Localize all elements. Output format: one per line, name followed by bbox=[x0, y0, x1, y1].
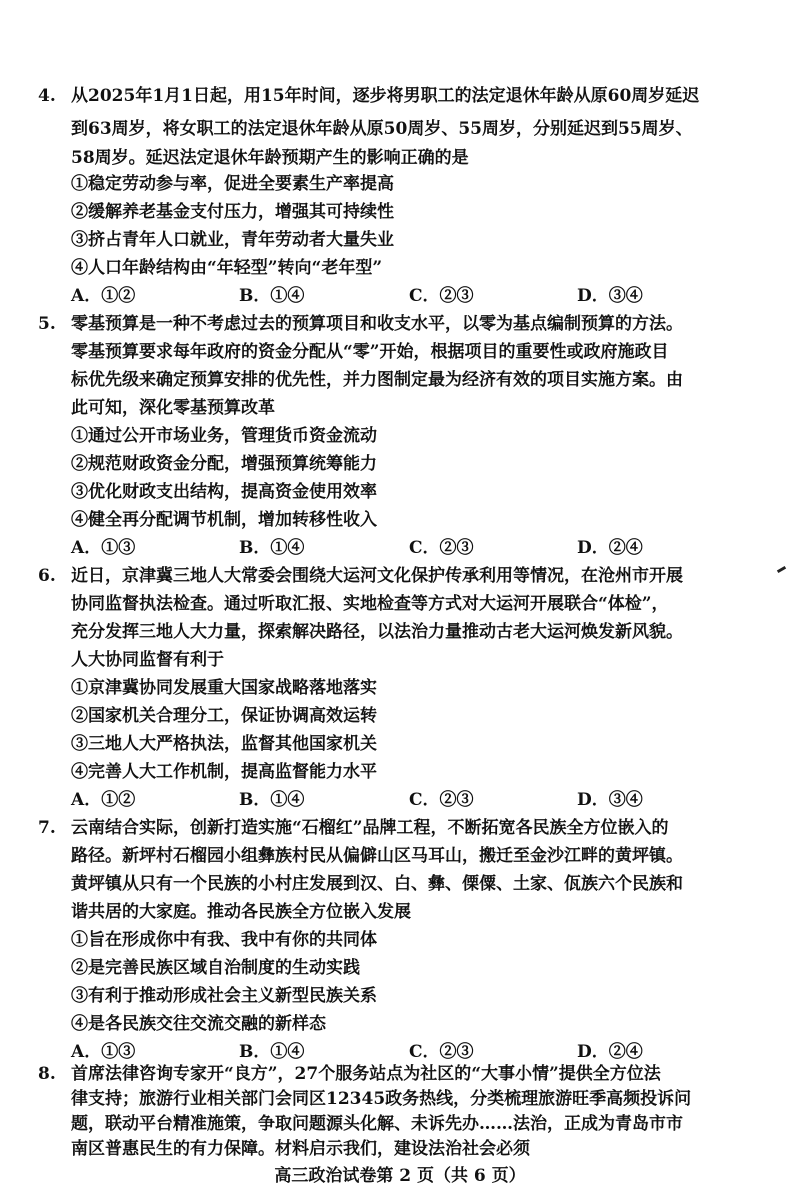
q5-stem-line-3: 标优先级来确定预算安排的优先性，并力图制定最为经济有效的项目实施方案。由 bbox=[71, 370, 683, 390]
q6-choices bbox=[71, 788, 771, 812]
q6-option-1: ①京津冀协同发展重大国家战略落地落实 bbox=[71, 678, 377, 698]
q4-option-1: ①稳定劳动参与率，促进全要素生产率提高 bbox=[71, 174, 394, 194]
q8-number: 8. bbox=[38, 1064, 56, 1084]
scan-mark bbox=[777, 566, 786, 573]
q5-choice-c: C．②③ bbox=[409, 538, 474, 558]
q4-stem-line-2: 到63周岁，将女职工的法定退休年龄从原50周岁、55周岁，分别延迟到55周岁、 bbox=[71, 119, 693, 139]
q4-number: 4. bbox=[38, 86, 56, 106]
q5-choices bbox=[71, 536, 771, 560]
q6-stem-line-2: 协同监督执法检查。通过听取汇报、实地检查等方式对大运河开展联合“体检”， bbox=[71, 594, 669, 614]
q4-option-4: ④人口年龄结构由“年轻型”转向“老年型” bbox=[71, 258, 383, 278]
q6-stem-line-1: 6. 近日，京津冀三地人大常委会围绕大运河文化保护传承利用等情况，在沧州市开展 bbox=[38, 566, 683, 586]
q7-stem-line-3: 黄坪镇从只有一个民族的小村庄发展到汉、白、彝、傈僳、土家、佤族六个民族和 bbox=[71, 874, 683, 894]
q5-option-4: ④健全再分配调节机制，增加转移性收入 bbox=[71, 510, 377, 530]
q7-stem-line-1: 7. 云南结合实际，创新打造实施“石榴红”品牌工程，不断拓宽各民族全方位嵌入的 bbox=[38, 818, 669, 838]
q6-option-2: ②国家机关合理分工，保证协调高效运转 bbox=[71, 706, 377, 726]
q7-choice-d: D．②④ bbox=[577, 1042, 643, 1062]
q5-option-1: ①通过公开市场业务，管理货币资金流动 bbox=[71, 426, 377, 446]
q7-choice-a: A．①③ bbox=[71, 1042, 136, 1062]
q6-choice-a: A．①② bbox=[71, 790, 136, 810]
q8-stem-line-1: 8. 首席法律咨询专家开“良方”，27个服务站点为社区的“大事小情”提供全方位法 bbox=[38, 1064, 661, 1084]
q7-choices bbox=[71, 1040, 771, 1064]
q6-option-3: ③三地人大严格执法，监督其他国家机关 bbox=[71, 734, 377, 754]
q7-number: 7. bbox=[38, 818, 56, 838]
q5-choice-d: D．②④ bbox=[577, 538, 643, 558]
q6-number: 6. bbox=[38, 566, 56, 586]
q7-option-3: ③有利于推动形成社会主义新型民族关系 bbox=[71, 986, 377, 1006]
q4-choices bbox=[71, 284, 771, 308]
q4-choice-c: C．②③ bbox=[409, 286, 474, 306]
q5-option-3: ③优化财政支出结构，提高资金使用效率 bbox=[71, 482, 377, 502]
q8-stem-line-3: 题，联动平台精准施策，争取问题源头化解、未诉先办……法治，正成为青岛市市 bbox=[71, 1114, 683, 1134]
q7-choice-b: B．①④ bbox=[239, 1042, 305, 1062]
q5-option-2: ②规范财政资金分配，增强预算统筹能力 bbox=[71, 454, 377, 474]
q4-option-3: ③挤占青年人口就业，青年劳动者大量失业 bbox=[71, 230, 394, 250]
q6-choice-c: C．②③ bbox=[409, 790, 474, 810]
q5-number: 5. bbox=[38, 314, 56, 334]
q5-stem-line-4: 此可知，深化零基预算改革 bbox=[71, 398, 275, 418]
q7-option-4: ④是各民族交往交流交融的新样态 bbox=[71, 1014, 326, 1034]
q7-choice-c: C．②③ bbox=[409, 1042, 474, 1062]
q5-stem-line-1: 5. 零基预算是一种不考虑过去的预算项目和收支水平，以零为基点编制预算的方法。 bbox=[38, 314, 683, 334]
q4-choice-a: A．①② bbox=[71, 286, 136, 306]
q4-stem-line-1: 4. 从2025年1月1日起，用15年时间，逐步将男职工的法定退休年龄从原60周岁延迟 bbox=[38, 86, 700, 106]
q7-stem-line-4: 谐共居的大家庭。推动各民族全方位嵌入发展 bbox=[71, 902, 411, 922]
q6-option-4: ④完善人大工作机制，提高监督能力水平 bbox=[71, 762, 377, 782]
q6-stem-line-3: 充分发挥三地人大力量，探索解决路径，以法治力量推动古老大运河焕发新风貌。 bbox=[71, 622, 683, 642]
q4-choice-b: B．①④ bbox=[239, 286, 305, 306]
q6-choice-b: B．①④ bbox=[239, 790, 305, 810]
q8-stem-line-2: 律支持；旅游行业相关部门会同区12345政务热线，分类梳理旅游旺季高频投诉问 bbox=[71, 1089, 692, 1109]
q5-choice-a: A．①③ bbox=[71, 538, 136, 558]
q7-option-2: ②是完善民族区域自治制度的生动实践 bbox=[71, 958, 360, 978]
q7-option-1: ①旨在形成你中有我、我中有你的共同体 bbox=[71, 930, 377, 950]
q6-stem-line-4: 人大协同监督有利于 bbox=[71, 650, 224, 670]
page-footer: 高三政治试卷第 2 页（共 6 页） bbox=[274, 1166, 526, 1186]
q8-stem-line-4: 南区普惠民生的有力保障。材料启示我们，建设法治社会必须 bbox=[71, 1139, 530, 1159]
q4-stem-line-3: 58周岁。延迟法定退休年龄预期产生的影响正确的是 bbox=[71, 148, 469, 168]
q7-stem-line-2: 路径。新坪村石榴园小组彝族村民从偏僻山区马耳山，搬迁至金沙江畔的黄坪镇。 bbox=[71, 846, 683, 866]
q6-choice-d: D．③④ bbox=[577, 790, 643, 810]
q4-choice-d: D．③④ bbox=[577, 286, 643, 306]
q4-option-2: ②缓解养老基金支付压力，增强其可持续性 bbox=[71, 202, 394, 222]
q5-stem-line-2: 零基预算要求每年政府的资金分配从“零”开始，根据项目的重要性或政府施政目 bbox=[71, 342, 669, 362]
q5-choice-b: B．①④ bbox=[239, 538, 305, 558]
